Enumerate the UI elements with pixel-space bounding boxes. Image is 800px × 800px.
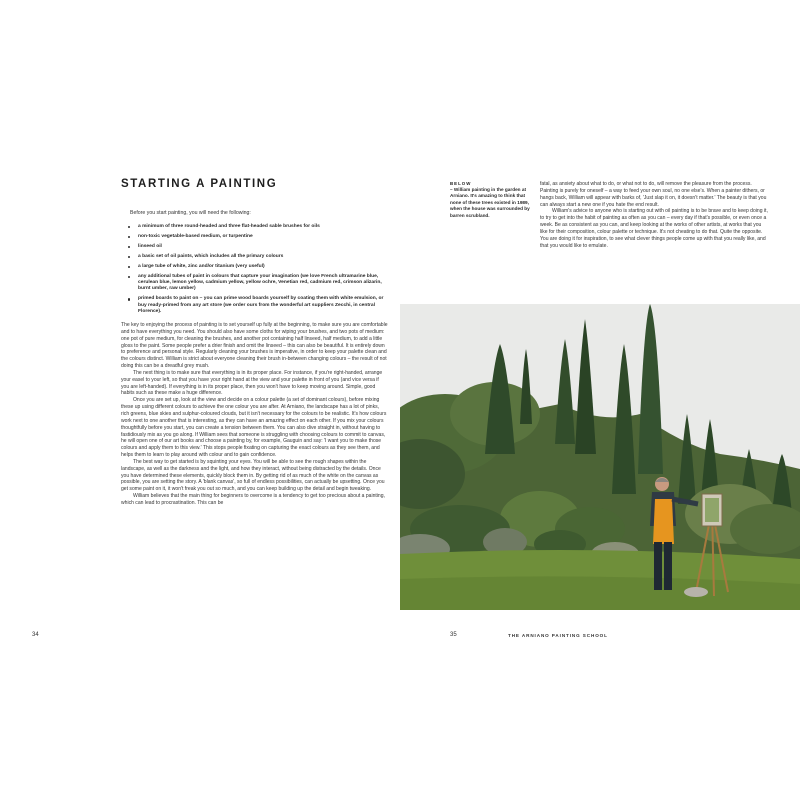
list-item: a minimum of three round-headed and three flat-headed sable brushes for oils (126, 224, 388, 230)
list-item: a basic set of oil paints, which includes all the primary colours (126, 254, 388, 260)
list-item: primed boards to paint on – you can prime wood boards yourself by coating them with white emulsion, or buy ready-primed from any art store (we order ours from the wonderful art suppliers Zecchi, in central Florence). (126, 296, 388, 315)
section-heading: STARTING A PAINTING (121, 178, 278, 190)
garden-photo-illustration (400, 304, 800, 610)
paragraph: The key to enjoying the process of painting is to set yourself up fully at the beginning, to make sure you are comfortable and to have everything you need. You should also have some cloths for wiping your brushes, and two pots of medium: one pot of pure medium, for cleaning the brushes, and another pot containing half linseed, half medium, to add a little gloss to the paint. Some people prefer a drier finish and omit the linseed – this can also be beautiful. It is entirely down to preference and personal style. Regularly cleaning your brushes is imperative, in order to keep your palette clean and the colours distinct. William is strict about everyone cleaning their brush in-between changing colours – the result of not doing this can be a dreadful grey mush. (121, 322, 388, 370)
paragraph: The next thing is to make sure that everything is in its proper place. For instance, if you're right-handed, arrange your easel to your left, so that you have your right hand at the view and your palette in front of you (and vice versa if you are left-handed). If everything is in its proper place, then you won't have to keep moving around. Simple, good habits such as these make a huge difference. (121, 369, 383, 397)
painter-legs (654, 542, 662, 590)
list-item: non-toxic vegetable-based medium, or turpentine (126, 234, 388, 240)
paragraph: fatal, as anxiety about what to do, or what not to do, will remove the pleasure from the process. Painting is purely for oneself – a way to feed your own soul, no one else's. When a painter dithers, or hangs back, William will appear with barks of, 'Just slap it on, it doesn't matter.' The beauty is that you can always start a new one if you hate the end result. (540, 181, 767, 208)
paragraph: William's advice to anyone who is starting out with oil painting is to be brave and to keep doing it, to try to get into the habit of painting as often as you can – every day if that's possible, or even once a week. Be as consistent as you can, and keep looking at the works of other artists, at works that you like for their composition, colour palette or technique. It's not cheating to do that. Quite the opposite. You are doing it for inspiration, to see what clever things people come up with that you really like, and that you would like to emulate. (540, 208, 768, 249)
running-head: THE ARNIANO PAINTING SCHOOL (508, 633, 608, 638)
lawn-shade (400, 576, 800, 610)
garden-photo (400, 304, 800, 610)
list-item: linseed oil (126, 244, 388, 250)
paint-bucket (684, 587, 708, 597)
page-number-right: 35 (450, 632, 457, 638)
intro-text: Before you start painting, you will need the following: (130, 210, 251, 216)
paragraph: The best way to get started is by squinting your eyes. You will be able to see the rough shapes within the landscape, as well as the darkness and the light, and how they interact, without being distracted by the details. Once you have determined these elements, quickly block them in. By getting rid of as much of the white on the canvas as possible, you are setting the story. A 'blank canvas', so full of endless possibilities, can actually be upsetting. Once you get some paint on it, it won't freak you out so much, and you can keep building up the detail and begin tweaking. (121, 458, 385, 493)
canvas-painting (705, 498, 719, 522)
painter-legs (664, 542, 672, 590)
paragraph: Once you are set up, look at the view and decide on a colour palette (a set of dominant colours), before mixing these up using different colours to achieve the one colour you are after. At Arniano, the landscape has a lot of pinks, rich greens, blue skies and sulphur-coloured clouds, but it isn't necessary for the colours to be realistic. It's how colours work next to one another that is interesting, as they can have an amazing effect on each other. If you mix your colours thoughtfully before you start, you can create a tension between them. You can also dive straight in, without having to fastidiously mix as you go along. If William sees that someone is struggling with choosing colours to commit to canvas, he will open one of our art books and choose a painting by, for example, Gauguin and say: 'I want you to make those colours and apply them to this view.' This stops people fixating on capturing the exact colours as they see them, and helps them to learn to play around with colour and to gain confidence. (121, 397, 387, 459)
caption-label: BELOW (450, 181, 472, 186)
list-item: any additional tubes of paint in colours that capture your imagination (we love French ultramarine blue, cerulean blue, lemon yellow, cadmium yellow, yellow ochre, Venetian red, cadmium red, crimson alizarin, burnt umber, raw umber) (126, 274, 388, 293)
photo-caption: – William painting in the garden at Arniano. It's amazing to think that none of these trees existed in 1989, when the house was surrounded by barren scrubland. (450, 187, 530, 218)
left-body-text (121, 322, 388, 507)
right-body-text (540, 181, 770, 249)
supplies-list (126, 224, 388, 319)
list-item: a large tube of white, zinc and/or titanium (very useful) (126, 264, 388, 270)
page-number-left: 34 (32, 632, 39, 638)
painter-apron (653, 499, 674, 544)
paragraph: William believes that the main thing for beginners to overcome is a tendency to get too precious about a painting, which can lead to procrastination. This can be (121, 493, 385, 506)
